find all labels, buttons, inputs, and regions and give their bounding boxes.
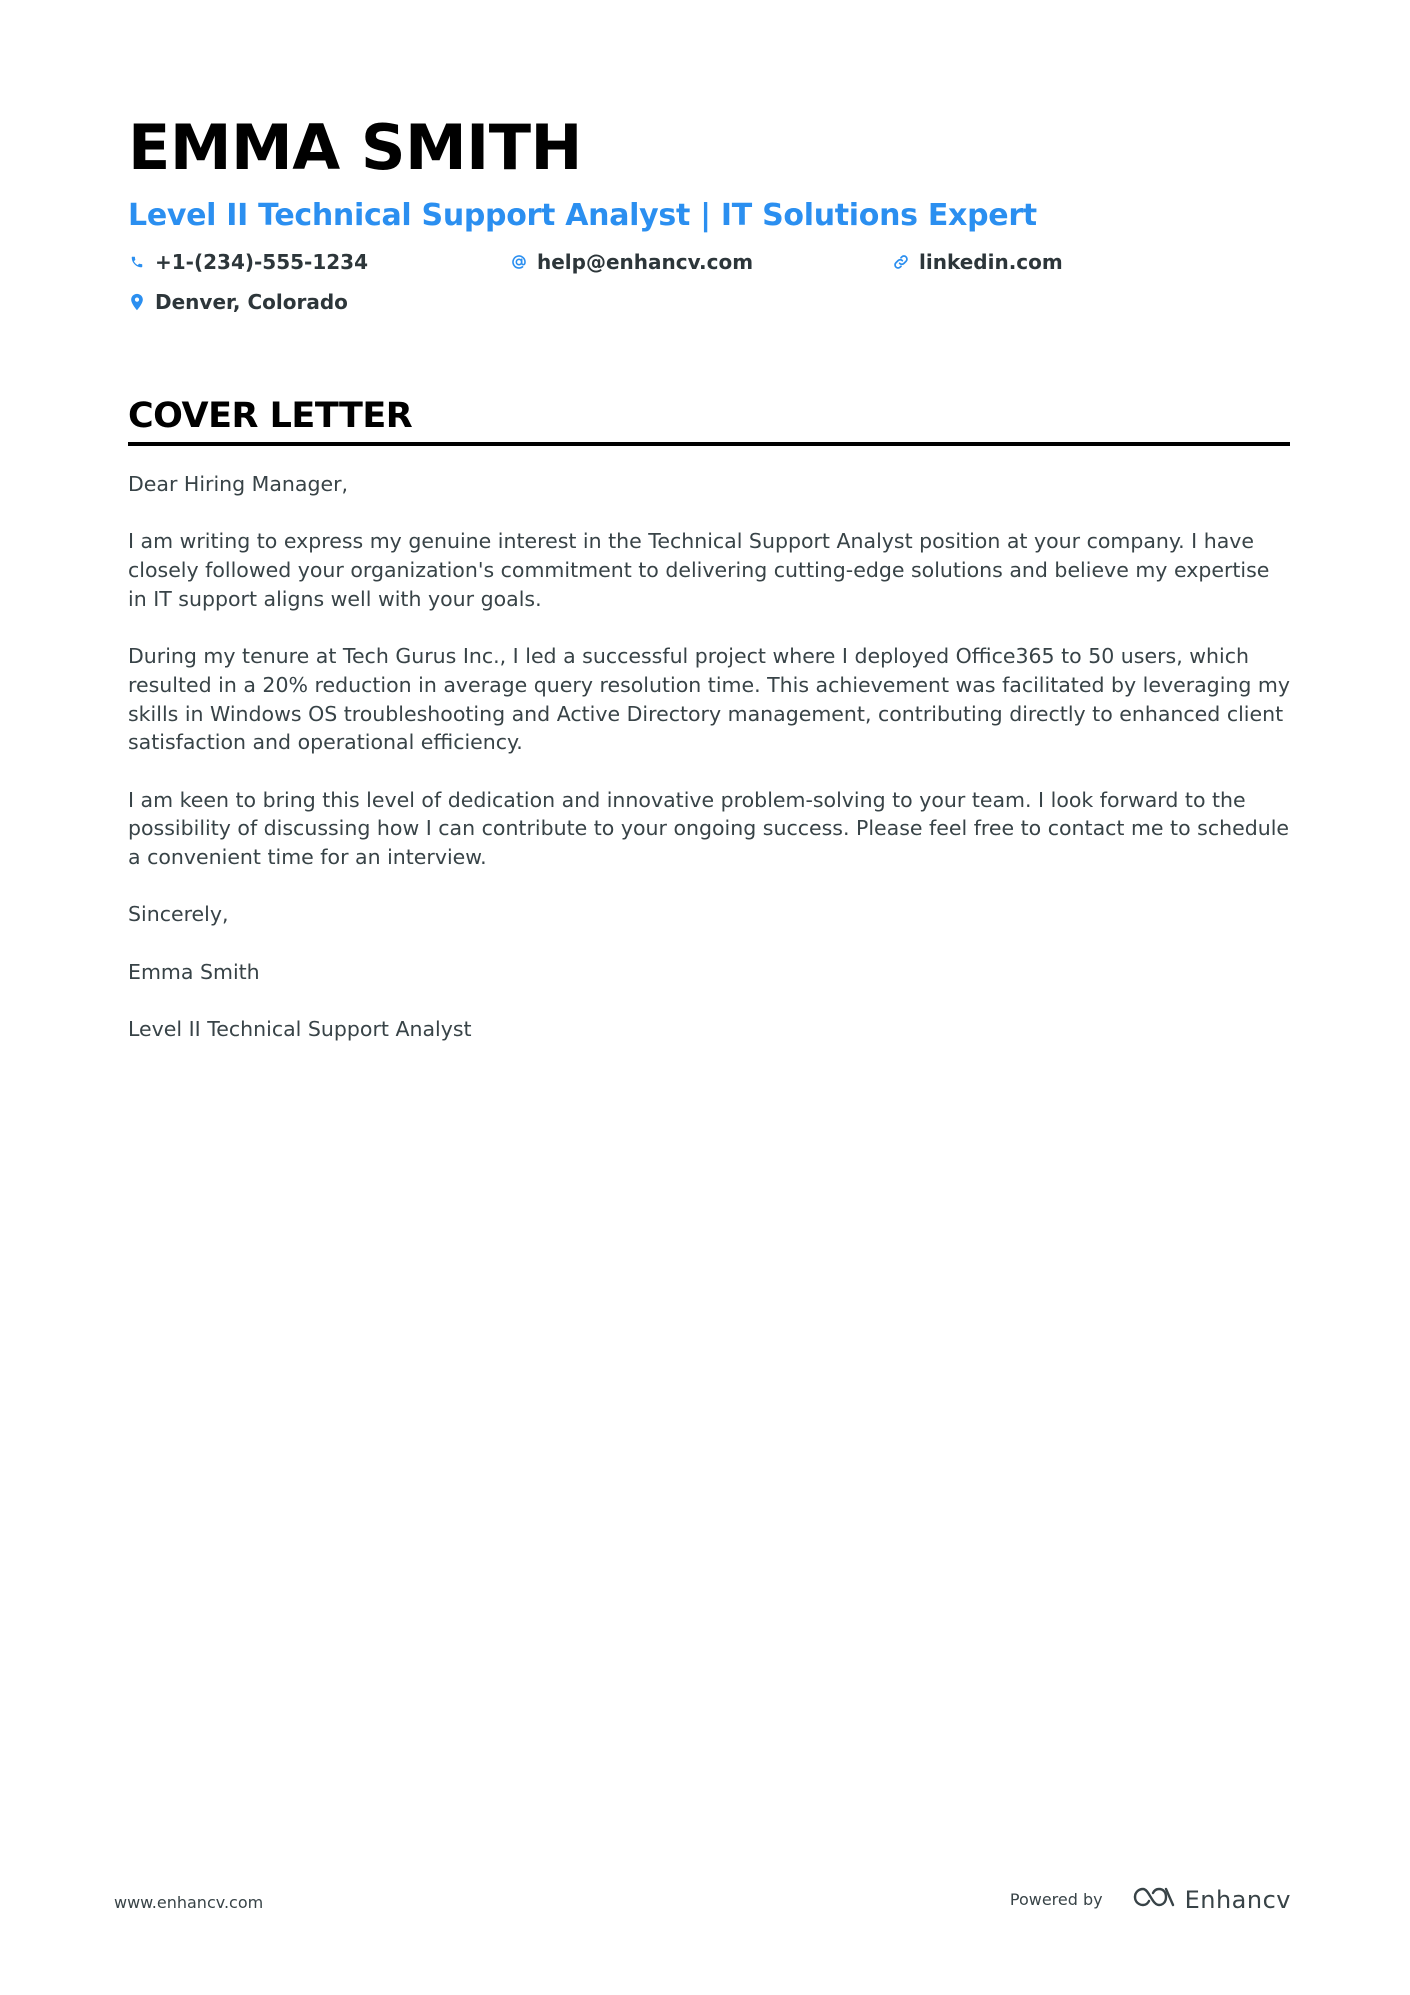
phone-text: +1-(234)-555-1234 [155, 250, 369, 274]
letter-paragraph: During my tenure at Tech Gurus Inc., I led a successful project where I deployed Office365 to 50 users, which resulted in a 20% reduction in average query resolution time. This achievement was facilitated by leveraging my skills in Windows OS troubleshooting and Active Directory management, contributing directly to enhanced client satisfaction and operational efficiency. [128, 644, 1291, 755]
link-icon [892, 252, 910, 272]
contact-location [128, 288, 510, 316]
brand-name: Enhancv [1184, 1885, 1291, 1914]
enhancv-logo-icon [1131, 1884, 1177, 1915]
contact-list [128, 248, 1290, 316]
contact-website [892, 248, 1274, 276]
footer-website[interactable]: www.enhancv.com [114, 1893, 264, 1912]
letter-body [128, 470, 1290, 1044]
signature-name: Emma Smith [128, 959, 260, 984]
signature-title: Level II Technical Support Analyst [128, 1017, 472, 1042]
phone-icon [128, 252, 146, 272]
powered-by-label: Powered by [1009, 1890, 1103, 1909]
footer-branding [1010, 1884, 1291, 1915]
candidate-name: EMMA SMITH [128, 111, 582, 184]
letter-paragraph: I am writing to express my genuine interest in the Technical Support Analyst position at your company. I have closely followed your organization's commitment to delivering cutting-edge solutions and believe my expertise in IT support aligns well with your goals. [128, 529, 1270, 611]
letter-greeting: Dear Hiring Manager, [128, 472, 349, 496]
email-text: help@enhancv.com [537, 250, 754, 274]
brand-logo[interactable] [1131, 1884, 1291, 1915]
at-icon [510, 252, 528, 272]
map-pin-icon [128, 292, 146, 312]
letter-closing: Sincerely, [128, 902, 229, 927]
location-text: Denver, Colorado [155, 290, 348, 314]
candidate-title: Level II Technical Support Analyst | IT Solutions Expert [128, 198, 1037, 233]
section-divider [128, 442, 1290, 446]
contact-email [510, 248, 892, 276]
contact-phone [128, 248, 510, 276]
letter-paragraph: I am keen to bring this level of dedication and innovative problem-solving to your team. I look forward to the possibility of discussing how I can contribute to your ongoing success. Please feel free to contact me to schedule a convenient time for an interview. [128, 787, 1290, 870]
cover-letter-section [128, 394, 1290, 1073]
resume-header [128, 108, 1290, 316]
section-title: COVER LETTER [128, 396, 413, 436]
website-text: linkedin.com [919, 250, 1063, 274]
